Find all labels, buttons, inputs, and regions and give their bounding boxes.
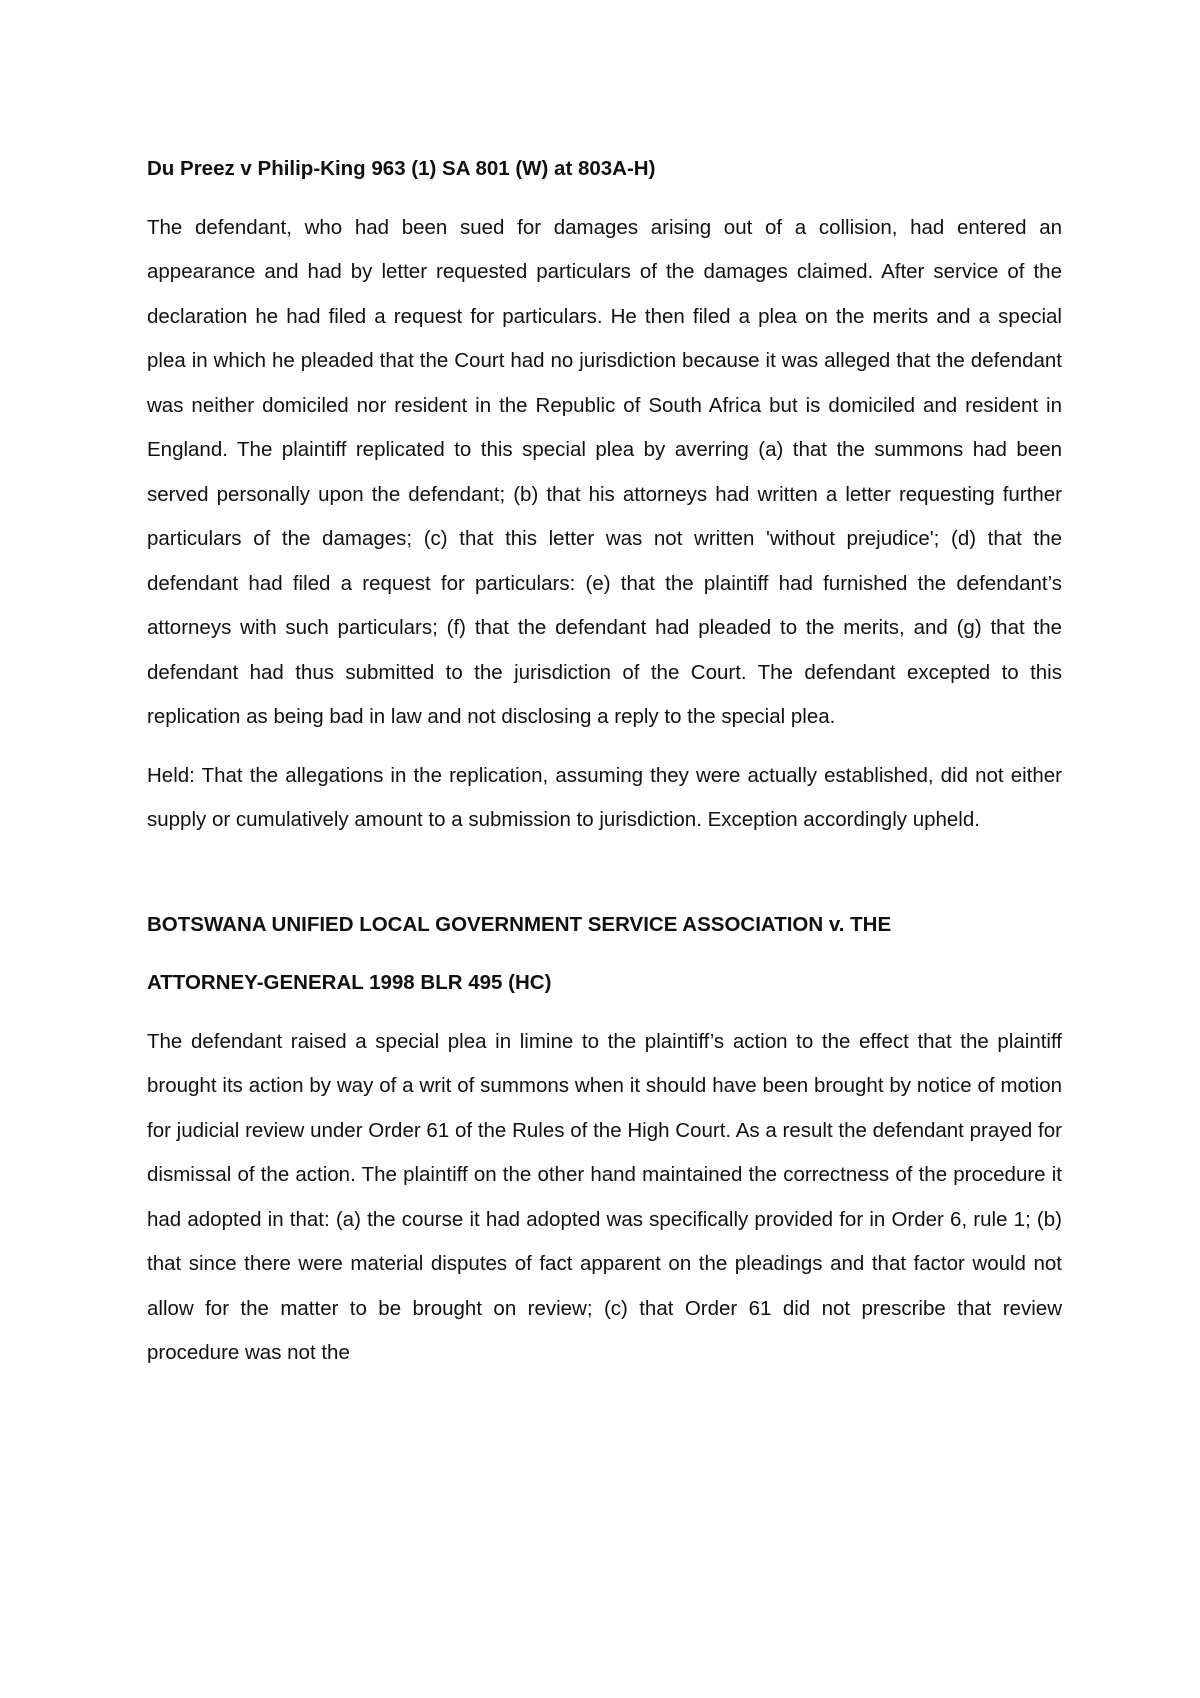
- case-heading-botswana-line2: ATTORNEY-GENERAL 1998 BLR 495 (HC): [147, 971, 552, 994]
- held-paragraph-du-preez: Held: That the allegations in the replication, assuming they were actually established, did not either supply or cumulatively amount to a submission to jurisdiction. Exception accordingly upheld.: [147, 763, 1062, 831]
- case-heading-botswana-line1: BOTSWANA UNIFIED LOCAL GOVERNMENT SERVICE ASSOCIATION v. THE: [147, 912, 892, 936]
- document-body: [147, 147, 1062, 1390]
- case-heading-du-preez: Du Preez v Philip-King 963 (1) SA 801 (W) at 803A-H): [147, 157, 656, 180]
- case-summary-botswana: The defendant raised a special plea in limine to the plaintiff’s action to the effect that the plaintiff brought its action by way of a writ of summons when it should have been brought by notice of motion for judicial review under Order 61 of the Rules of the High Court. As a result the defendant prayed for dismissal of the action. The plaintiff on the other hand maintained the correctness of the procedure it had adopted in that: (a) the course it had adopted was specifically provided for in Order 6, rule 1; (b) that since there were material disputes of fact apparent on the pleadings and that factor would not allow for the matter to be brought on review; (c) that Order 61 did not prescribe that review procedure was not the: [147, 1029, 1062, 1364]
- case-summary-du-preez: The defendant, who had been sued for damages arising out of a collision, had entered an appearance and had by letter requested particulars of the damages claimed. After service of the declaration he had filed a request for particulars. He then filed a plea on the merits and a special plea in which he pleaded that the Court had no jurisdiction because it was alleged that the defendant was neither domiciled nor resident in the Republic of South Africa but is domiciled and resident in England. The plaintiff replicated to this special plea by averring (a) that the summons had been served personally upon the defendant; (b) that his attorneys had written a letter requesting further particulars of the damages; (c) that this letter was not written 'without prejudice'; (d) that the defendant had filed a request for particulars: (e) that the plaintiff had furnished the defendant’s attorneys with such particulars; (f) that the defendant had pleaded to the merits, and (g) that the defendant had thus submitted to the jurisdiction of the Court. The defendant excepted to this replication as being bad in law and not disclosing a reply to the special plea.: [147, 215, 1062, 728]
- section-spacer: [147, 857, 1062, 903]
